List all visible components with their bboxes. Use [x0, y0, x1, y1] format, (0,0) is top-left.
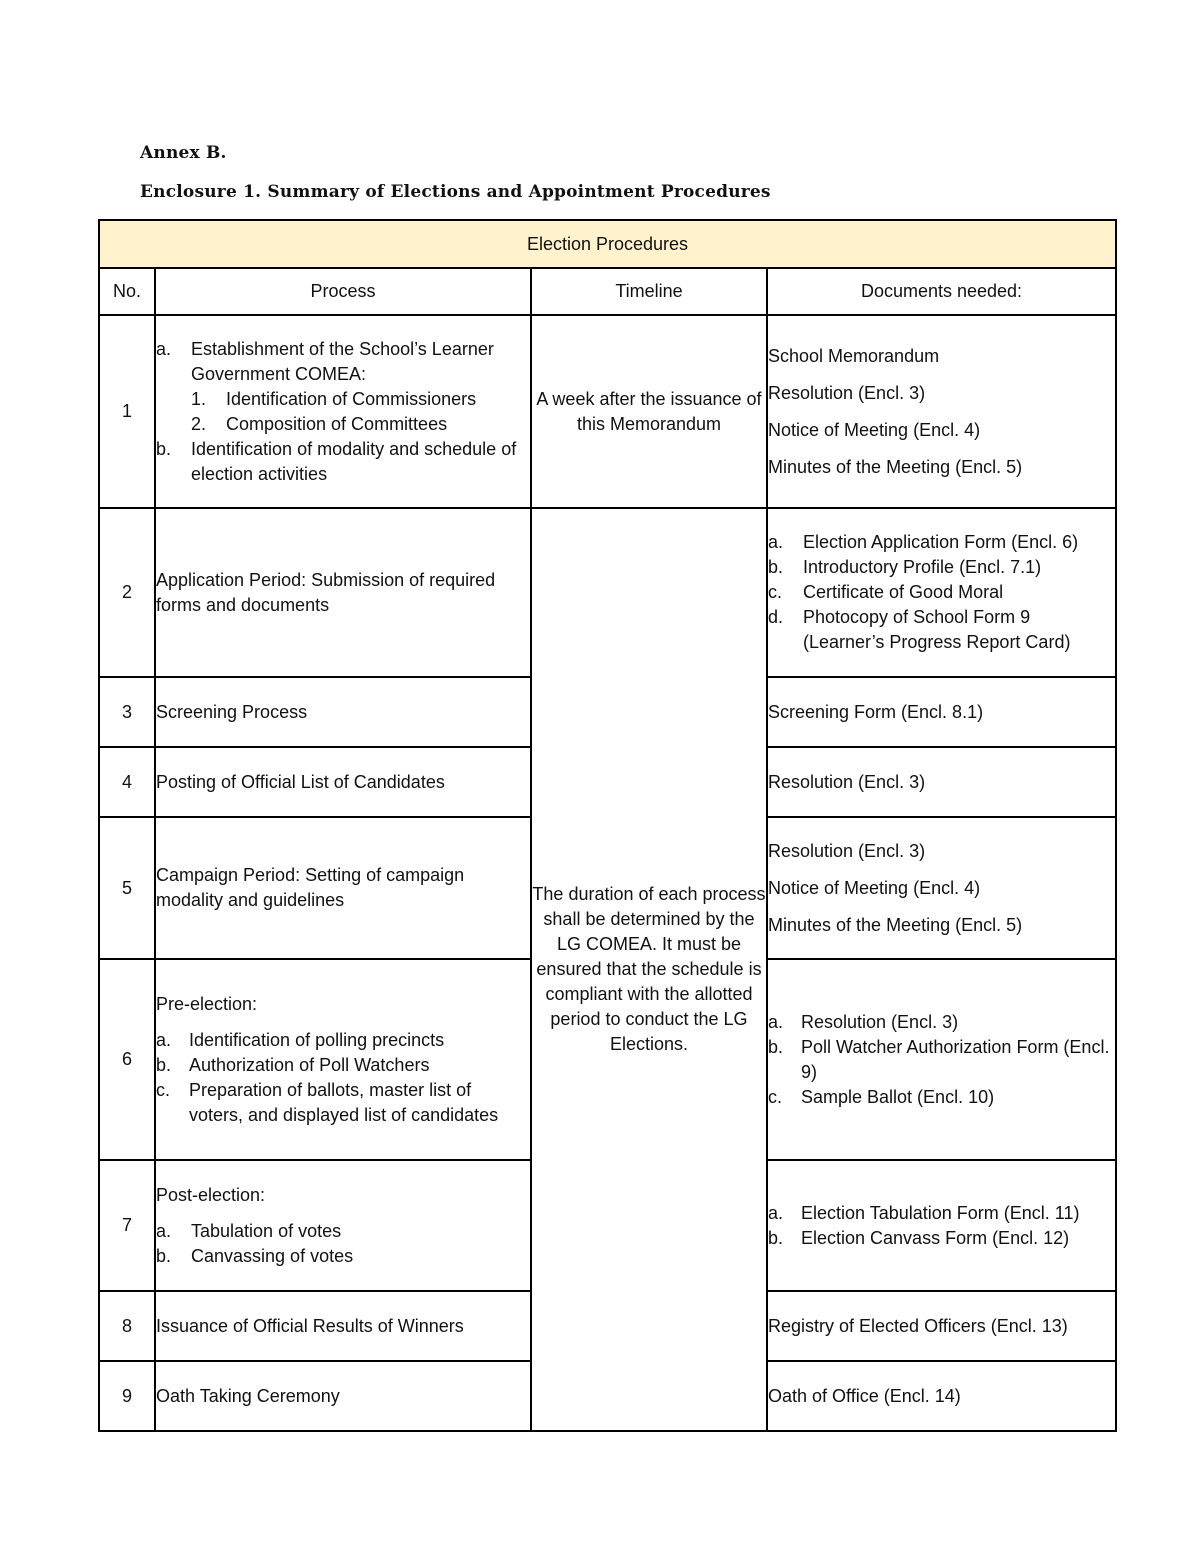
list-item	[156, 437, 530, 487]
process-lead: Pre-election:	[156, 993, 258, 1014]
list-item	[768, 1201, 1115, 1226]
table-header-row	[99, 268, 1116, 315]
row-number: 1	[99, 315, 155, 508]
list-item	[156, 1028, 530, 1053]
header-no: No.	[99, 268, 155, 315]
list-item	[768, 555, 1115, 580]
row-number: 8	[99, 1291, 155, 1361]
list-text: Preparation of ballots, master list of voters, and displayed list of candidates	[189, 1079, 499, 1125]
enclosure-title: Enclosure 1. Summary of Elections and Appointment Procedures	[140, 182, 771, 202]
list-marker: c.	[156, 1079, 171, 1100]
documents-cell: Registry of Elected Officers (Encl. 13)	[767, 1291, 1116, 1361]
row-number: 9	[99, 1361, 155, 1431]
table-title-row	[99, 220, 1116, 268]
document-item: School Memorandum	[768, 345, 940, 366]
process-list	[156, 437, 530, 487]
documents-cell: Screening Form (Encl. 8.1)	[767, 677, 1116, 747]
process-cell	[155, 1160, 531, 1291]
documents-cell: Oath of Office (Encl. 14)	[767, 1361, 1116, 1431]
list-text: Sample Ballot (Encl. 10)	[801, 1086, 995, 1107]
row-number: 7	[99, 1160, 155, 1291]
list-item	[768, 580, 1115, 605]
list-text: Composition of Committees	[226, 413, 448, 434]
list-text: Resolution (Encl. 3)	[801, 1011, 959, 1032]
header-documents: Documents needed:	[767, 268, 1116, 315]
process-list	[156, 1219, 530, 1269]
process-cell: Posting of Official List of Candidates	[155, 747, 531, 817]
list-marker: a.	[768, 1011, 784, 1032]
documents-list	[768, 1010, 1115, 1110]
list-text: Authorization of Poll Watchers	[189, 1054, 430, 1075]
list-text: Introductory Profile (Encl. 7.1)	[803, 557, 1042, 577]
list-marker: c.	[768, 1086, 783, 1107]
list-marker: b.	[768, 1227, 784, 1248]
timeline-cell: The duration of each process shall be determined by the LG COMEA. It must be ensured that the schedule is compliant with the allotted period to conduct the LG Elections.	[531, 508, 767, 1431]
header-timeline: Timeline	[531, 268, 767, 315]
process-cell: Issuance of Official Results of Winners	[155, 1291, 531, 1361]
list-text: Election Application Form (Encl. 6)	[803, 532, 1079, 552]
list-text: Tabulation of votes	[191, 1220, 342, 1241]
timeline-cell: A week after the issuance of this Memorandum	[531, 315, 767, 508]
document-item: Resolution (Encl. 3)	[768, 840, 926, 861]
document-item: Notice of Meeting (Encl. 4)	[768, 419, 981, 440]
list-item	[191, 387, 530, 412]
document-item: Minutes of the Meeting (Encl. 5)	[768, 914, 1023, 935]
list-item	[156, 1219, 530, 1244]
row-number: 2	[99, 508, 155, 677]
process-list	[156, 1028, 530, 1128]
list-marker: b.	[768, 557, 784, 577]
list-item	[768, 1010, 1115, 1035]
list-item	[768, 1085, 1115, 1110]
table-title: Election Procedures	[99, 220, 1116, 268]
list-item	[768, 1226, 1115, 1251]
annex-label: Annex B.	[140, 143, 227, 163]
documents-cell	[767, 508, 1116, 677]
list-item	[191, 412, 530, 437]
table-row	[99, 508, 1116, 677]
list-marker: b.	[156, 1054, 172, 1075]
list-text: Identification of Commissioners	[226, 388, 477, 409]
process-lead: Post-election:	[156, 1184, 266, 1205]
process-cell: Campaign Period: Setting of campaign modality and guidelines	[155, 817, 531, 959]
list-marker: b.	[768, 1036, 784, 1057]
list-text: Identification of polling precincts	[189, 1029, 445, 1050]
documents-cell	[767, 959, 1116, 1160]
list-marker: a.	[156, 338, 172, 359]
list-text: Identification of modality and schedule of election activities	[191, 438, 517, 484]
list-marker: b.	[156, 438, 172, 459]
table-row	[99, 315, 1116, 508]
list-marker: a.	[768, 532, 784, 552]
list-item	[768, 605, 1115, 655]
list-marker: a.	[768, 1202, 784, 1223]
list-item	[768, 530, 1115, 555]
process-cell	[155, 315, 531, 508]
list-marker: 1.	[191, 388, 207, 409]
list-item	[156, 1244, 530, 1269]
list-text: Certificate of Good Moral	[803, 582, 1004, 602]
row-number: 6	[99, 959, 155, 1160]
list-item	[156, 337, 530, 387]
process-cell	[155, 959, 531, 1160]
documents-cell	[767, 817, 1116, 959]
document-item: Minutes of the Meeting (Encl. 5)	[768, 456, 1023, 477]
process-cell: Oath Taking Ceremony	[155, 1361, 531, 1431]
documents-list	[768, 530, 1115, 655]
row-number: 4	[99, 747, 155, 817]
list-text: Election Tabulation Form (Encl. 11)	[801, 1202, 1080, 1223]
list-text: Canvassing of votes	[191, 1245, 354, 1266]
list-marker: c.	[768, 582, 783, 602]
list-item	[156, 1078, 530, 1128]
process-sublist	[191, 387, 530, 437]
documents-cell	[767, 315, 1116, 508]
list-item	[768, 1035, 1115, 1085]
process-cell: Screening Process	[155, 677, 531, 747]
process-list	[156, 337, 530, 387]
header-process: Process	[155, 268, 531, 315]
list-text: Poll Watcher Authorization Form (Encl. 9)	[801, 1036, 1110, 1082]
documents-cell: Resolution (Encl. 3)	[767, 747, 1116, 817]
documents-cell	[767, 1160, 1116, 1291]
list-marker: a.	[156, 1220, 172, 1241]
list-item	[156, 1053, 530, 1078]
list-marker: b.	[156, 1245, 172, 1266]
election-procedures-table	[98, 219, 1117, 1432]
row-number: 5	[99, 817, 155, 959]
list-marker: 2.	[191, 413, 207, 434]
process-cell: Application Period: Submission of required forms and documents	[155, 508, 531, 677]
list-text: Establishment of the School’s Learner Government COMEA:	[191, 338, 494, 384]
list-text: Photocopy of School Form 9 (Learner’s Progress Report Card)	[803, 607, 1071, 652]
row-number: 3	[99, 677, 155, 747]
list-marker: d.	[768, 607, 784, 627]
documents-list	[768, 1201, 1115, 1251]
document-item: Resolution (Encl. 3)	[768, 382, 926, 403]
list-text: Election Canvass Form (Encl. 12)	[801, 1227, 1070, 1248]
list-marker: a.	[156, 1029, 172, 1050]
document-item: Notice of Meeting (Encl. 4)	[768, 877, 981, 898]
